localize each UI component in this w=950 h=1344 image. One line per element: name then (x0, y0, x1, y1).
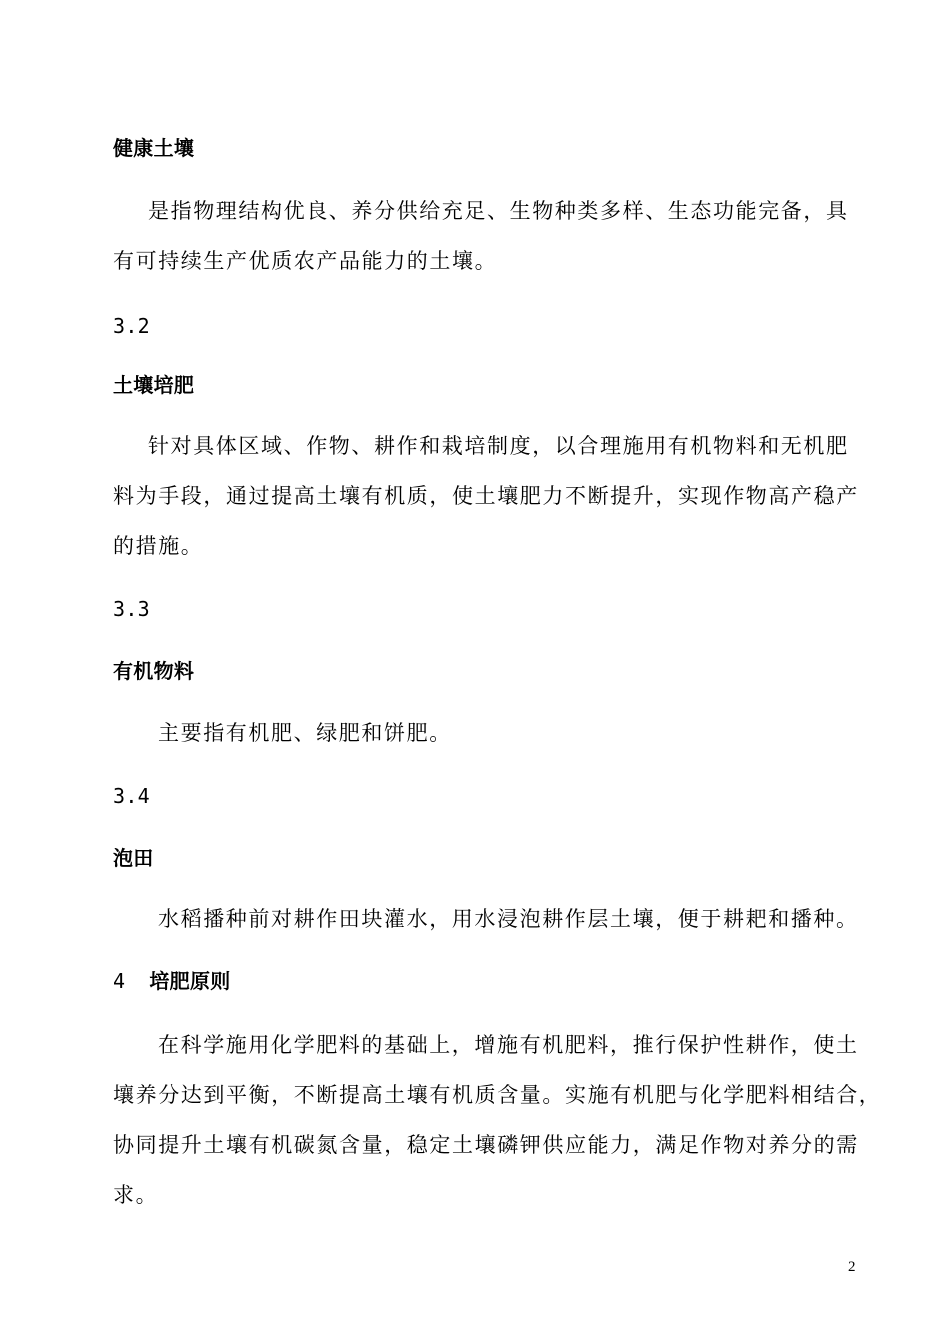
term-heading-healthy-soil: 健康土壤 (113, 136, 195, 160)
term-heading-soil-fertility: 土壤培肥 (113, 373, 195, 397)
definition-line: 针对具体区域、作物、耕作和栽培制度，以合理施用有机物料和无机肥 (148, 434, 849, 458)
term-heading-organic-materials: 有机物料 (113, 659, 195, 683)
paragraph-line: 壤养分达到平衡，不断提高土壤有机质含量。实施有机肥与化学肥料相结合， (113, 1083, 882, 1107)
section-title: 培肥原则 (149, 969, 231, 993)
paragraph-line: 求。 (113, 1183, 159, 1207)
definition-line: 料为手段，通过提高土壤有机质，使土壤肥力不断提升，实现作物高产稳产 (113, 484, 859, 508)
paragraph-line: 在科学施用化学肥料的基础上，增施有机肥料，推行保护性耕作，使土 (158, 1033, 859, 1057)
definition-line: 的措施。 (113, 534, 204, 558)
section-number: 3.4 (113, 784, 151, 808)
definition-line: 主要指有机肥、绿肥和饼肥。 (158, 721, 452, 745)
section-number: 3.3 (113, 597, 151, 621)
definition-line: 水稻播种前对耕作田块灌水，用水浸泡耕作层土壤，便于耕耙和播种。 (158, 907, 859, 931)
page-number: 2 (848, 1259, 856, 1275)
section-heading-fertility-principles (113, 966, 231, 996)
section-number: 4 (113, 969, 126, 993)
paragraph-line: 协同提升土壤有机碳氮含量，稳定土壤磷钾供应能力，满足作物对养分的需 (113, 1133, 859, 1157)
term-heading-field-soaking: 泡田 (113, 846, 154, 870)
definition-line: 是指物理结构优良、养分供给充足、生物种类多样、生态功能完备，具 (148, 199, 849, 223)
definition-line: 有可持续生产优质农产品能力的土壤。 (113, 249, 498, 273)
section-number: 3.2 (113, 314, 151, 338)
